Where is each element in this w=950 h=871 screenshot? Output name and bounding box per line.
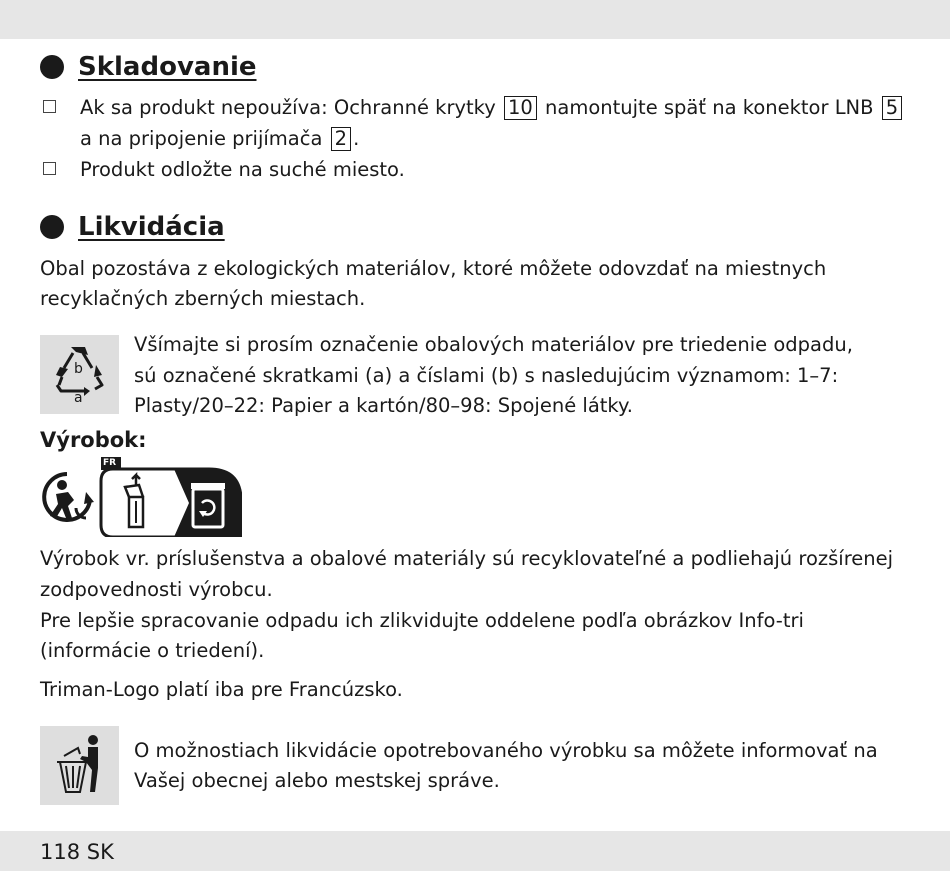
- recycle-icon-inner: b: [74, 361, 83, 377]
- storage-title: Skladovanie: [78, 52, 257, 82]
- bullet-dot: [40, 215, 64, 239]
- ref-number: 2: [331, 127, 351, 151]
- storage-item-1-text-3: a na pripojenie prijímača: [80, 127, 323, 150]
- top-band: [0, 0, 950, 39]
- triman-icon: [40, 470, 95, 525]
- triman-badge: FR: [103, 458, 117, 468]
- period: .: [353, 127, 360, 150]
- product-label: Výrobok:: [40, 428, 147, 452]
- crossed-out-bin-icon: [40, 726, 119, 805]
- disposal-title: Likvidácia: [78, 212, 225, 242]
- recycle-line-3: Plasty/20–22: Papier a kartón/80–98: Spojené látky.: [134, 394, 633, 417]
- info-tri-packaging-icon: [99, 457, 242, 537]
- recycle-icon-label: a: [74, 390, 83, 406]
- bullet-dot: [40, 55, 64, 79]
- bottom-band: [0, 831, 950, 871]
- disposal-intro-line-2: recyklačných zberných miestach.: [40, 287, 366, 310]
- ref-number: 5: [882, 96, 902, 120]
- product-line-4: (informácie o triedení).: [40, 639, 265, 662]
- product-line-2: zodpovednosti výrobcu.: [40, 578, 273, 601]
- page-number: 118 SK: [40, 840, 114, 864]
- recycle-triangle-icon: [40, 335, 119, 414]
- ref-number: 10: [504, 96, 537, 120]
- checkbox-icon: [43, 162, 56, 175]
- bin-line-1: O možnostiach likvidácie opotrebovaného výrobku sa môžete informovať na: [134, 739, 878, 762]
- storage-heading: [40, 52, 257, 82]
- bin-line-2: Vašej obecnej alebo mestskej správe.: [134, 769, 500, 792]
- recycle-line-1: Všímajte si prosím označenie obalových materiálov pre triedenie odpadu,: [134, 333, 853, 356]
- disposal-intro-line-1: Obal pozostáva z ekologických materiálov, ktoré môžete odovzdať na miestnych: [40, 257, 827, 280]
- disposal-heading: [40, 212, 225, 242]
- storage-item-1-text-2: namontujte späť na konektor LNB: [545, 96, 874, 119]
- product-line-3: Pre lepšie spracovanie odpadu ich zlikvidujte oddelene podľa obrázkov Info-tri: [40, 609, 804, 632]
- storage-item-1-text: Ak sa produkt nepoužíva: Ochranné krytky: [80, 96, 496, 119]
- storage-item-2: [43, 155, 405, 185]
- checkbox-icon: [43, 100, 56, 113]
- storage-item-1: [43, 93, 904, 123]
- recycle-line-2: sú označené skratkami (a) a číslami (b) s nasledujúcim významom: 1–7:: [134, 364, 839, 387]
- triman-note: Triman-Logo platí iba pre Francúzsko.: [40, 678, 403, 701]
- storage-item-1-line-2: [80, 124, 359, 154]
- product-line-1: Výrobok vr. príslušenstva a obalové materiály sú recyklovateľné a podliehajú rozšírenej: [40, 547, 894, 570]
- storage-item-2-text: Produkt odložte na suché miesto.: [80, 158, 405, 181]
